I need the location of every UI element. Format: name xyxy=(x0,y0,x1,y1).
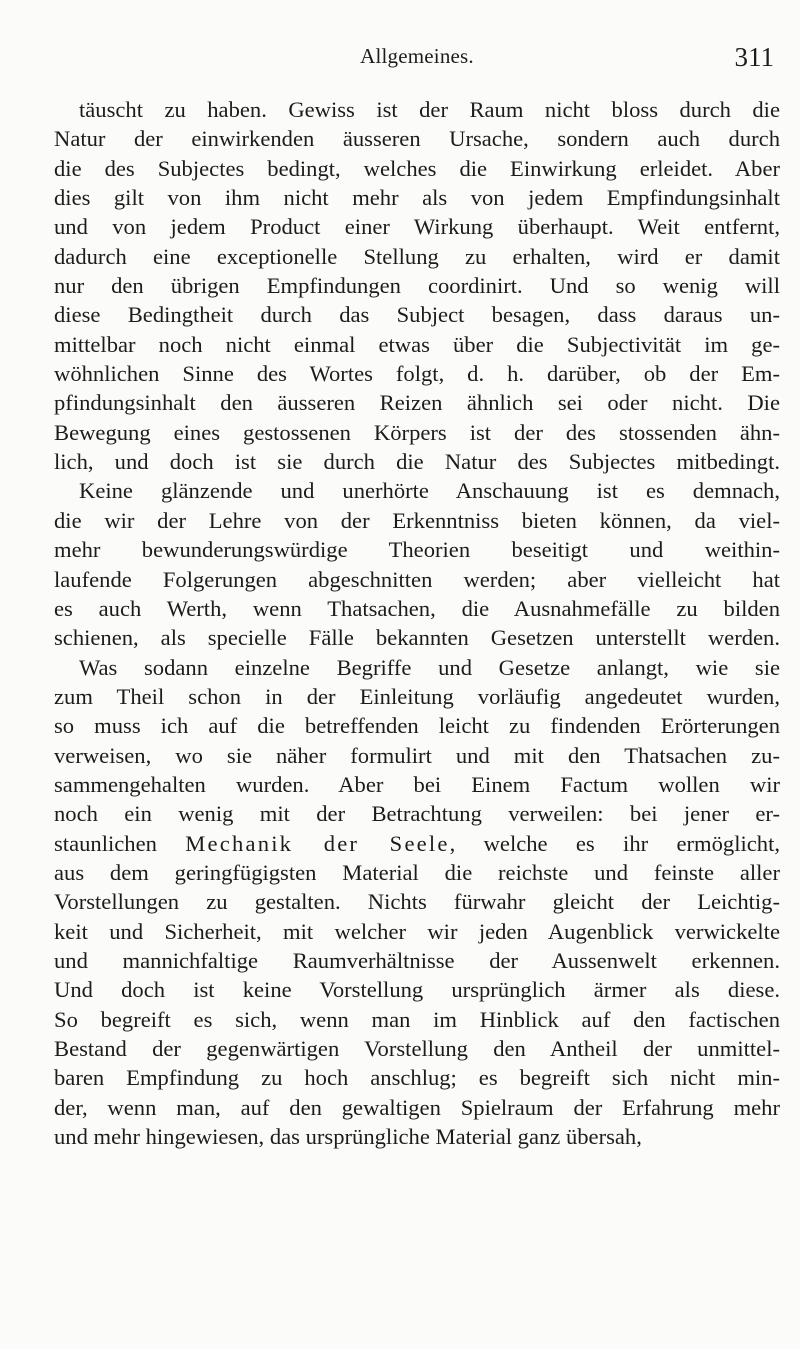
text-line: und mannichfaltige Raumverhältnisse der Aussenwelt erkennen. xyxy=(54,947,780,973)
text-line: so muss ich auf die betreffenden leicht zu findenden Erörterungen xyxy=(54,713,780,739)
text-line: pfindungsinhalt den äusseren Reizen ähnlich sei oder nicht. Die xyxy=(54,390,780,416)
text-line: verweisen, wo sie näher formulirt und mit den Thatsachen zu- xyxy=(54,742,780,768)
text-line: Bestand der gegenwärtigen Vorstellung den Antheil der unmittel- xyxy=(54,1036,780,1061)
text-segment: , welche es ihr ermöglicht, xyxy=(449,830,780,856)
text-line: mehr bewunderungswürdige Theorien beseitigt und weithin- xyxy=(54,537,780,563)
text-line: Was sodann einzelne Begriffe und Gesetze anlangt, wie sie xyxy=(79,654,780,680)
text-line: nur den übrigen Empfindungen coordinirt. Und so wenig will xyxy=(54,273,780,299)
text-line: Und doch ist keine Vorstellung ursprünglich ärmer als diese. xyxy=(54,977,780,1003)
text-line: und mehr hingewiesen, das ursprüngliche Material ganz übersah, xyxy=(54,1124,642,1150)
body-text xyxy=(54,95,780,1151)
text-line: und von jedem Product einer Wirkung überhaupt. Weit entfernt, xyxy=(54,214,780,240)
text-line: es auch Werth, wenn Thatsachen, die Ausnahmefälle zu bilden xyxy=(54,595,780,621)
text-line: Bewegung eines gestossenen Körpers ist der des stossenden ähn- xyxy=(54,419,780,445)
text-line: dadurch eine exceptionelle Stellung zu erhalten, wird er damit xyxy=(54,243,780,269)
text-line: keit und Sicherheit, mit welcher wir jeden Augenblick verwickelte xyxy=(54,918,780,944)
text-line: wöhnlichen Sinne des Wortes folgt, d. h. darüber, ob der Em- xyxy=(54,361,780,387)
text-line: Natur der einwirkenden äusseren Ursache, sondern auch durch xyxy=(54,126,780,152)
text-line: der, wenn man, auf den gewaltigen Spielraum der Erfahrung mehr xyxy=(54,1094,780,1120)
text-line: zum Theil schon in der Einleitung vorläufig angedeutet wurden, xyxy=(54,683,780,709)
text-line: mittelbar noch nicht einmal etwas über die Subjectivität im ge- xyxy=(54,331,780,357)
text-line: täuscht zu haben. Gewiss ist der Raum nicht bloss durch die xyxy=(79,97,780,122)
text-line: Keine glänzende und unerhörte Anschauung ist es demnach, xyxy=(79,478,780,504)
text-line: die des Subjectes bedingt, welches die Einwirkung erleidet. Aber xyxy=(54,155,780,181)
spaced-emphasis: Mechanik der Seele xyxy=(185,830,450,856)
text-line: aus dem geringfügigsten Material die reichste und feinste aller xyxy=(54,859,780,885)
text-line: dies gilt von ihm nicht mehr als von jedem Empfindungsinhalt xyxy=(54,185,780,211)
text-line: schienen, als specielle Fälle bekannten Gesetzen unterstellt werden. xyxy=(54,625,780,651)
running-title: Allgemeines. xyxy=(360,44,474,68)
text-line: laufende Folgerungen abgeschnitten werden; aber vielleicht hat xyxy=(54,566,780,592)
text-line: diese Bedingtheit durch das Subject besagen, dass daraus un- xyxy=(54,302,780,328)
text-line: So begreift es sich, wenn man im Hinblick auf den factischen xyxy=(54,1006,780,1032)
text-segment: staunlichen xyxy=(54,830,186,856)
text-line: Vorstellungen zu gestalten. Nichts fürwahr gleicht der Leichtig- xyxy=(54,889,780,915)
text-line: lich, und doch ist sie durch die Natur des Subjectes mitbedingt. xyxy=(54,449,780,475)
text-line: baren Empfindung zu hoch anschlug; es begreift sich nicht min- xyxy=(54,1065,780,1091)
text-line xyxy=(54,829,780,858)
page-number: 311 xyxy=(734,42,774,72)
text-line: die wir der Lehre von der Erkenntniss bieten können, da viel- xyxy=(54,507,780,533)
running-head xyxy=(54,40,780,80)
text-line: sammengehalten wurden. Aber bei Einem Factum wollen wir xyxy=(54,771,780,797)
text-line: noch ein wenig mit der Betrachtung verweilen: bei jener er- xyxy=(54,801,780,827)
